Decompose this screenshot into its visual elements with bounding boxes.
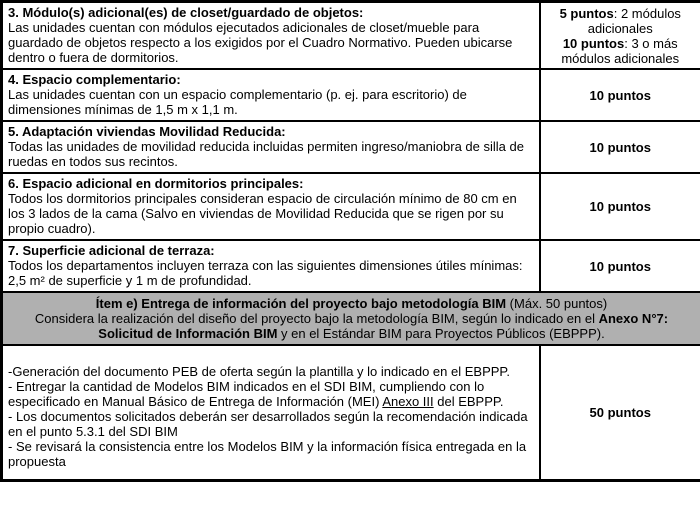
criterion-body: Todos los departamentos incluyen terraza con las siguientes dimensiones útiles mínimas: 2,5 m² de superficie y 1 m de profundidad. <box>8 258 523 288</box>
points-value: 50 puntos <box>589 405 651 420</box>
bim-section-title-suffix: (Máx. 50 puntos) <box>506 296 608 311</box>
points-cell <box>540 69 700 121</box>
points-cell <box>540 345 700 481</box>
bim-requirements-row <box>2 345 700 481</box>
bim-item2-anexo-link: Anexo III <box>382 394 434 409</box>
points-option-1 <box>545 6 697 36</box>
bim-desc-bold: Anexo N°7: Solicitud de Información BIM <box>98 311 669 341</box>
criterion-cell <box>2 69 540 121</box>
points-value: 10 puntos <box>589 258 651 274</box>
criterion-row-3 <box>2 2 700 70</box>
criterion-body: Todos los dormitorios principales consideran espacio de circulación mínimo de 80 cm en los 3 lados de la cama (Salvo en viviendas de Movilidad Reducida que se rigen por su propio cuadro). <box>8 191 517 236</box>
bim-desc-pre: Considera la realización del diseño del proyecto bajo la metodología BIM, según lo indicado en el <box>34 311 599 326</box>
bim-section-header-row <box>2 292 700 345</box>
criterion-row-6 <box>2 173 700 240</box>
bim-item2-post: del EBPPP. <box>433 394 504 409</box>
bim-requirement-item: -Generación del documento PEB de oferta según la plantilla y lo indicado en el EBPPP. <box>8 364 511 379</box>
criterion-title: 7. Superficie adicional de terraza: <box>8 243 215 258</box>
points-option-2-text: : 3 o más módulos adicionales <box>561 35 680 66</box>
bim-section-title <box>11 296 692 311</box>
criterion-title: 3. Módulo(s) adicional(es) de closet/guardado de objetos: <box>8 5 364 20</box>
criterion-body: Las unidades cuentan con módulos ejecutados adicionales de closet/mueble para guardado de objetos respecto a los exigidos por el Cuadro Normativo. Pueden ubicarse dentro o fuera de dormitorios. <box>8 20 513 65</box>
points-option-2 <box>545 36 697 66</box>
bim-requirement-item: - Los documentos solicitados deberán ser desarrollados según la recomendación indicada en el punto 5.3.1 del SDI BIM <box>8 409 528 439</box>
criterion-title: 5. Adaptación viviendas Movilidad Reducida: <box>8 124 286 139</box>
criterion-title: 6. Espacio adicional en dormitorios principales: <box>8 176 304 191</box>
bim-requirement-item <box>8 379 533 409</box>
points-cell <box>540 121 700 173</box>
bim-requirements-cell <box>2 345 540 481</box>
points-cell <box>540 173 700 240</box>
bim-desc-post: y en el Estándar BIM para Proyectos Públicos (EBPPP). <box>277 326 605 341</box>
points-cell <box>540 2 700 70</box>
bim-section-header <box>2 292 700 345</box>
points-value: 10 puntos <box>589 87 651 103</box>
bim-section-title-bold: Ítem e) Entrega de información del proyecto bajo metodología BIM <box>95 296 507 311</box>
points-value: 10 puntos <box>589 139 651 155</box>
criterion-row-4 <box>2 69 700 121</box>
points-option-1-label: 5 puntos <box>559 5 614 21</box>
criterion-cell <box>2 121 540 173</box>
criterion-title: 4. Espacio complementario: <box>8 72 181 87</box>
criterion-row-5 <box>2 121 700 173</box>
bim-section-description <box>11 311 692 341</box>
criterion-row-7 <box>2 240 700 292</box>
points-option-2-label: 10 puntos <box>562 35 625 51</box>
points-cell <box>540 240 700 292</box>
points-option-1-text: : 2 módulos adicionales <box>587 5 681 36</box>
criterion-cell <box>2 240 540 292</box>
bim-requirement-item: - Se revisará la consistencia entre los Modelos BIM y la información física entregada en la propuesta <box>8 439 527 469</box>
criterion-cell <box>2 173 540 240</box>
bim-item2-pre: - Entregar la cantidad de Modelos BIM indicados en el SDI BIM, cumpliendo con lo especificado en Manual Básico de Entrega de Información (MEI) <box>8 379 485 409</box>
criterion-cell <box>2 2 540 70</box>
criterion-body: Todas las unidades de movilidad reducida incluidas permiten ingreso/maniobra de silla de ruedas en todos sus recintos. <box>8 139 524 169</box>
points-value: 10 puntos <box>589 199 651 214</box>
criterion-body: Las unidades cuentan con un espacio complementario (p. ej. para escritorio) de dimensiones mínimas de 1,5 m x 1,1 m. <box>8 87 467 117</box>
